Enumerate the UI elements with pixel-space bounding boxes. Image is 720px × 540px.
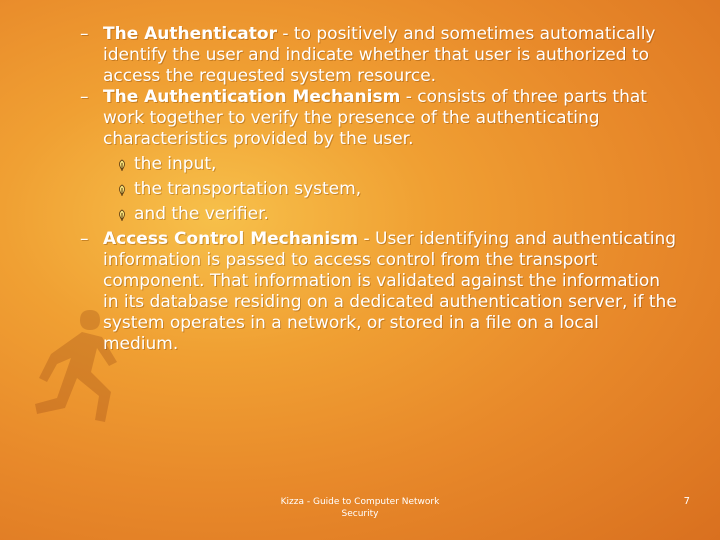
bullet-text: - to positively and sometimes automatically identify the user and indicate whether that user is authorized to access the requested system resource. xyxy=(103,24,656,86)
sub-item xyxy=(78,204,678,225)
bullet-access-control-mechanism xyxy=(78,229,678,355)
dash-marker: – xyxy=(80,87,89,107)
bullet-term: The Authenticator xyxy=(103,24,277,44)
sub-item-text: and the verifier. xyxy=(134,204,269,224)
slide-body xyxy=(78,24,678,355)
page-number: 7 xyxy=(683,496,690,507)
dash-marker: – xyxy=(80,229,89,249)
sub-item xyxy=(78,154,678,175)
sub-item-text: the input, xyxy=(134,154,217,174)
sub-item-text: the transportation system, xyxy=(134,179,362,199)
leaf-bullet-icon xyxy=(116,209,128,221)
footer-line-2: Security xyxy=(341,509,379,519)
bullet-authentication-mechanism xyxy=(78,87,678,150)
sub-item xyxy=(78,179,678,200)
leaf-bullet-icon xyxy=(116,184,128,196)
leaf-bullet-icon xyxy=(116,159,128,171)
bullet-text: - consists of three parts that work together to verify the presence of the authenticating characteristics provided by the user. xyxy=(103,87,647,149)
bullet-authenticator xyxy=(78,24,678,87)
bullet-term: The Authentication Mechanism xyxy=(103,87,401,107)
slide-footer xyxy=(260,496,460,520)
bullet-text: - User identifying and authenticating information is passed to access control from the transport component. That information is validated against the information in its database residing on a dedicated authentication server, if the system operates in a network, or stored in a file on a local medium. xyxy=(103,229,677,354)
dash-marker: – xyxy=(80,24,89,44)
footer-line-1: Kizza - Guide to Computer Network xyxy=(280,497,440,507)
bullet-term: Access Control Mechanism xyxy=(103,229,359,249)
